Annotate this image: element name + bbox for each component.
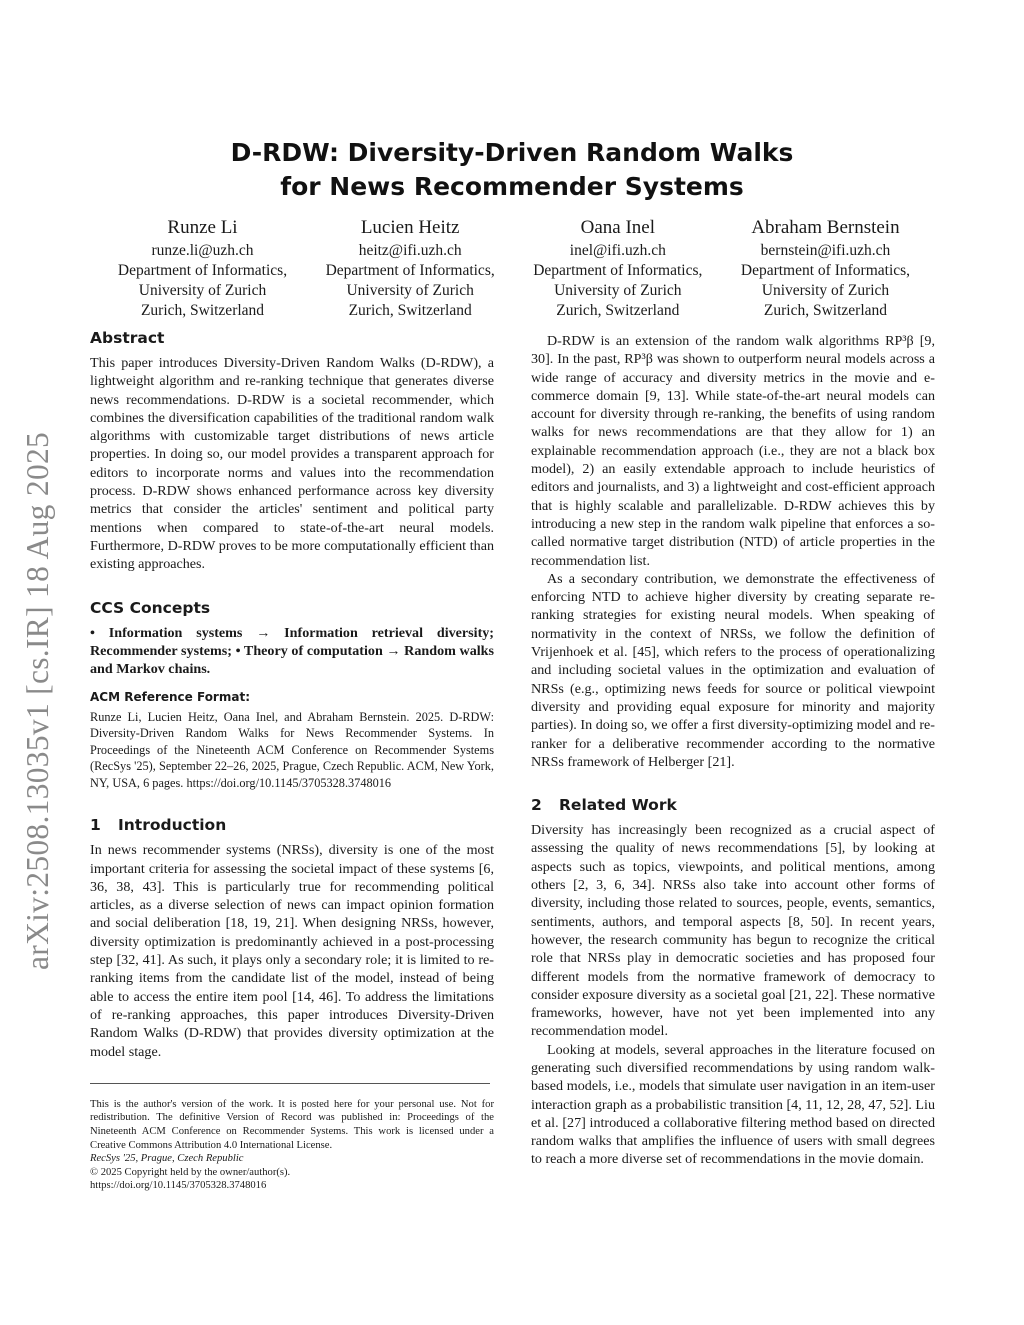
- footnote-separator: [90, 1083, 490, 1084]
- related-paragraph-1: Diversity has increasingly been recognized as a crucial aspect of assessing the quality of news recommendations [5], by looking at aspects such as topics, viewpoints, and political mentions, among others [2, 3, 6, 34]. NRSs also take into account other forms of diversity, including those related to sources, people, events, semantics, sentiments, authors, and temporal aspects [8, 50]. In recent years, however, the research community has begun to recognize the critical role that NRSs play in democratic societies and has proposed four different models from the normative framework of democracy to consider exposure diversity as a societal goal [21, 22]. These normative frameworks, however, have not yet been implemented into any recommendation model.: [531, 822, 935, 1040]
- intro-heading: [90, 815, 494, 835]
- author-email: runze.li@uzh.ch: [151, 242, 254, 259]
- author-loc: Zurich, Switzerland: [763, 302, 888, 319]
- right-column: [531, 328, 935, 1169]
- author-email: heitz@ifi.uzh.ch: [358, 242, 462, 259]
- acm-ref-heading: ACM Reference Format:: [90, 690, 250, 705]
- title-line-1: D-RDW: Diversity-Driven Random Walks: [230, 138, 794, 167]
- ccs-text: • Information systems → Information retrieval diversity; Recommender systems; • Theory of computation → Random walks and Markov chains.: [90, 624, 494, 678]
- abstract-heading: Abstract: [90, 329, 165, 347]
- author-dept: Department of Informatics,: [740, 262, 911, 279]
- author-name: Abraham Bernstein: [751, 217, 900, 238]
- author-name: Lucien Heitz: [360, 217, 460, 238]
- footnote-doi-link[interactable]: https://doi.org/10.1145/3705328.3748016: [90, 1180, 267, 1192]
- footnote-copyright: © 2025 Copyright held by the owner/author(s).: [90, 1166, 291, 1178]
- author-4: [723, 215, 928, 321]
- paper-title: [112, 136, 912, 204]
- abstract-text: This paper introduces Diversity-Driven Random Walks (D-RDW), a lightweight algorithm and re-ranking technique that generates diverse news recommendations. D-RDW is a societal recommender, which combines the diversification capabilities of the traditional random walk algorithms with customizable target distributions of news article properties. In doing so, our model provides a transparent approach for editors to incorporate norms and values into the recommendation process. D-RDW shows enhanced performance across key diversity metrics that consider the articles' sentiment and political party mentions when compared to state-of-the-art neural models. Furthermore, D-RDW proves to be more computationally efficient than existing approaches.: [90, 355, 494, 573]
- right-paragraph-1: D-RDW is an extension of the random walk algorithms RP³β [9, 30]. In the past, RP³β was shown to outperform neural models across a wide range of accuracy and diversity metrics in the movie and e-commerce domain [9, 13]. While state-of-the-art neural models can account for diversity through re-ranking, the benefits of using random walks for news recommendations are that they allow for 1) an explainable recommendation approach (i.e., they are not a black box model), 2) an easily extendable approach to include heuristics of editors and journalists, and 3) a lightweight and cost-efficient approach that is highly scalable and parallelizable. D-RDW achieves this by introducing a new step in the random walk pipeline that enforces a so-called normative target distribution (NTD) of article properties in the recommendation list.: [531, 333, 935, 569]
- intro-text: In news recommender systems (NRSs), diversity is one of the most important criteria for assessing the societal impact of these systems [6, 36, 38, 43]. This is particularly true for recommending political articles, as a diverse selection of news can impact opinion formation and social deliberation [18, 19, 21]. When designing NRSs, however, diversity optimization is predominantly achieved in a post-processing step [32, 41]. As such, it plays only a secondary role; it is limited to re-ranking items from the candidate list of the model, instead of being able to access the entire item pool [14, 46]. To address the limitations of re-ranking approaches, this paper introduces Diversity-Driven Random Walks (D-RDW) that provides diversity optimization at the model stage.: [90, 842, 494, 1060]
- author-block: [100, 215, 928, 321]
- author-univ: University of Zurich: [138, 282, 267, 299]
- title-line-2: for News Recommender Systems: [280, 172, 744, 201]
- footnote-text: This is the author's version of the work. It is posted here for your personal use. Not for redistribution. The definitive Version of Record was published in: Proceedings of the Nineteenth ACM Conference on Recommender Systems. This work is licensed under a Creative Commons Attribution 4.0 International License.: [90, 1098, 494, 1151]
- author-3: [515, 215, 720, 321]
- author-dept: Department of Informatics,: [325, 262, 495, 279]
- author-email: inel@ifi.uzh.ch: [569, 242, 666, 259]
- right-paragraph-2: As a secondary contribution, we demonstrate the effectiveness of enforcing NTD to achieve higher diversity by creating separate re-ranking strategies for existing neural models. When speaking of normativity in the context of NRSs, we follow the definition of Vrijenhoek et al. [45], which refers to the process of operationalizing and including societal values in the optimization and evaluation of NRSs (e.g., optimizing news feeds for source or political viewpoint diversity and providing equal exposure for minority and majority parties). In doing so, we offer a first diversity-optimizing model and re-ranker for a deliberative recommender according to the normative NRSs framework of Helberger [21].: [531, 570, 935, 770]
- author-loc: Zurich, Switzerland: [556, 302, 680, 319]
- related-work-heading: [531, 795, 935, 815]
- section-number: 1: [90, 816, 101, 835]
- author-name: Runze Li: [167, 217, 238, 238]
- related-paragraph-2: Looking at models, several approaches in the literature focused on generating such diversified recommendations by using random walk-based models, i.e., models that simulate user navigation in an item-user interaction graph as a probabilistic transition [4, 11, 12, 28, 47, 52]. Liu et al. [27] introduced a collaborative filtering method based on directed random walks that amplifies the influence of users with small degrees to reach a more diverse set of recommendations in the movie domain.: [531, 1041, 935, 1168]
- acm-ref-text: Runze Li, Lucien Heitz, Oana Inel, and Abraham Bernstein. 2025. D-RDW: Diversity-Driven Random Walks for News Recommender Systems. In Proceedings of the Nineteenth ACM Conference on Recommender Systems (RecSys '25), September 22–26, 2025, Prague, Czech Republic. ACM, New York, NY, USA, 6 pages. https://doi.org/10.1145/3705328.3748016: [90, 709, 494, 790]
- section-number: 2: [531, 796, 542, 815]
- author-loc: Zurich, Switzerland: [140, 302, 265, 319]
- left-column: [90, 328, 494, 1193]
- section-title: Related Work: [559, 796, 677, 815]
- arxiv-stamp: arXiv:2508.13035v1 [cs.IR] 18 Aug 2025: [20, 431, 55, 970]
- section-title: Introduction: [118, 816, 227, 835]
- author-2: [308, 215, 513, 321]
- author-loc: Zurich, Switzerland: [348, 302, 472, 319]
- author-1: [100, 215, 305, 321]
- footnote-venue: RecSys '25, Prague, Czech Republic: [90, 1153, 244, 1165]
- author-dept: Department of Informatics,: [117, 262, 288, 279]
- author-name: Oana Inel: [580, 217, 655, 238]
- author-dept: Department of Informatics,: [533, 262, 703, 279]
- author-email: bernstein@ifi.uzh.ch: [760, 242, 891, 259]
- author-univ: University of Zurich: [554, 282, 682, 299]
- ccs-heading: CCS Concepts: [90, 598, 211, 617]
- author-univ: University of Zurich: [346, 282, 474, 299]
- author-univ: University of Zurich: [761, 282, 890, 299]
- footnote: [90, 1098, 494, 1193]
